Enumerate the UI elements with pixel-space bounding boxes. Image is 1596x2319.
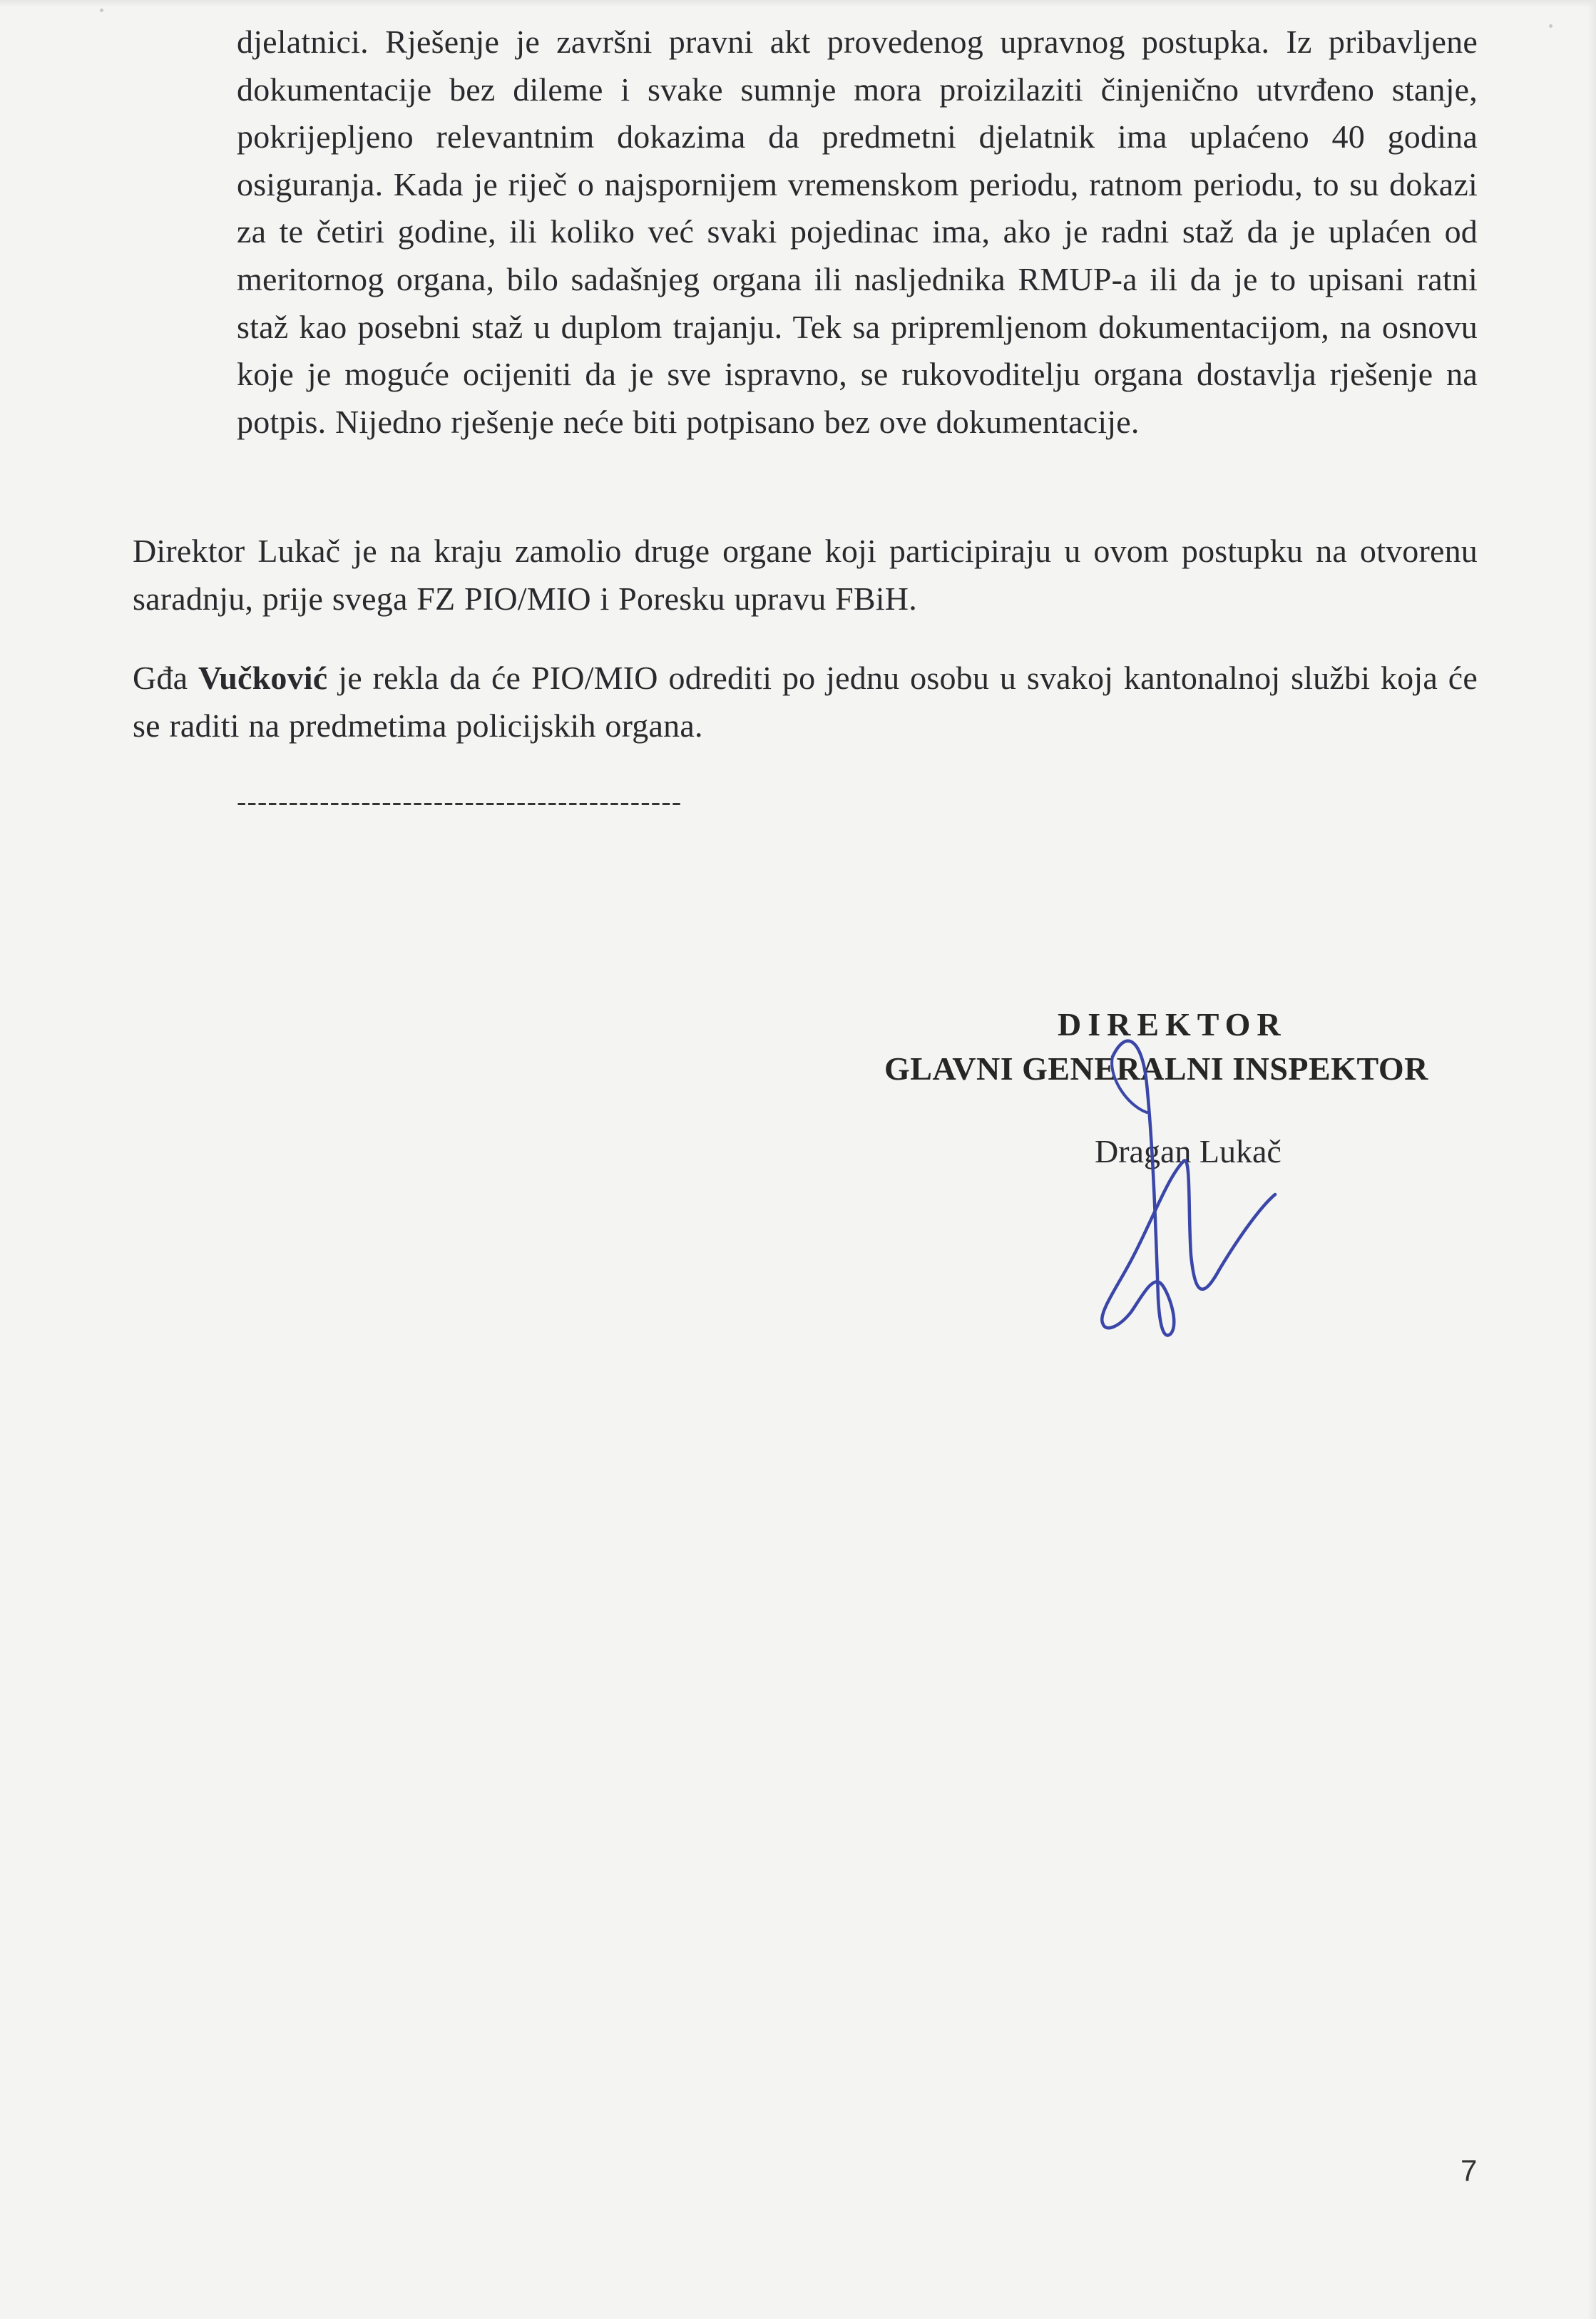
signature-title-director: DIREKTOR (1058, 1006, 1287, 1043)
scan-edge-top (0, 0, 1596, 7)
signatory-name: Dragan Lukač (1095, 1133, 1282, 1169)
scan-edge-right (1587, 0, 1596, 2319)
statement-text: je rekla da će PIO/MIO odrediti po jednu osobu u svakoj kantonalnoj službi koja će se raditi na predmetima policijskih organa. (133, 660, 1478, 744)
handwritten-signature-icon (1084, 998, 1298, 1355)
paragraph-director-request: Direktor Lukač je na kraju zamolio druge organe koji participiraju u ovom postupku na otvorenu saradnju, prije svega FZ PIO/MIO i Poresku upravu FBiH. (133, 533, 1478, 617)
scan-speck (100, 9, 103, 12)
page-number: 7 (1461, 2154, 1478, 2187)
paragraph-continued: djelatnici. Rješenje je završni pravni akt provedenog upravnog postupka. Iz pribavljene dokumentacije bez dileme i svake sumnje mora proizilaziti činjenično utvrđeno stanje, pokrijepljeno relevantnim dokazima da predmetni djelatnik ima uplaćeno 40 godina osiguranja. Kada je riječ o najspornijem vremenskom periodu, ratnom periodu, to su dokazi za te četiri godine, ili koliko već svaki pojedinac ima, ako je radni staž da je uplaćen od meritornog organa, bilo sadašnjeg organa ili nasljednika RMUP-a ili da je to upisani ratni staž kao posebni staž u duplom trajanju. Tek sa pripremljenom dokumentacijom, na osnovu koje je moguće ocijeniti da je sve ispravno, se rukovoditelju organa dostavlja rješenje na potpis. Nijedno rješenje neće biti potpisano bez ove dokumentacije. (237, 24, 1478, 440)
section-separator: ------------------------------------------- (237, 785, 682, 817)
salutation-text: Gđa (133, 660, 199, 696)
signature-title-inspector: GLAVNI GENERALNI INSPEKTOR (884, 1050, 1428, 1087)
scan-speck (1549, 24, 1552, 28)
speaker-name: Vučković (198, 660, 328, 696)
paragraph-vuckovic-statement (133, 655, 1478, 749)
